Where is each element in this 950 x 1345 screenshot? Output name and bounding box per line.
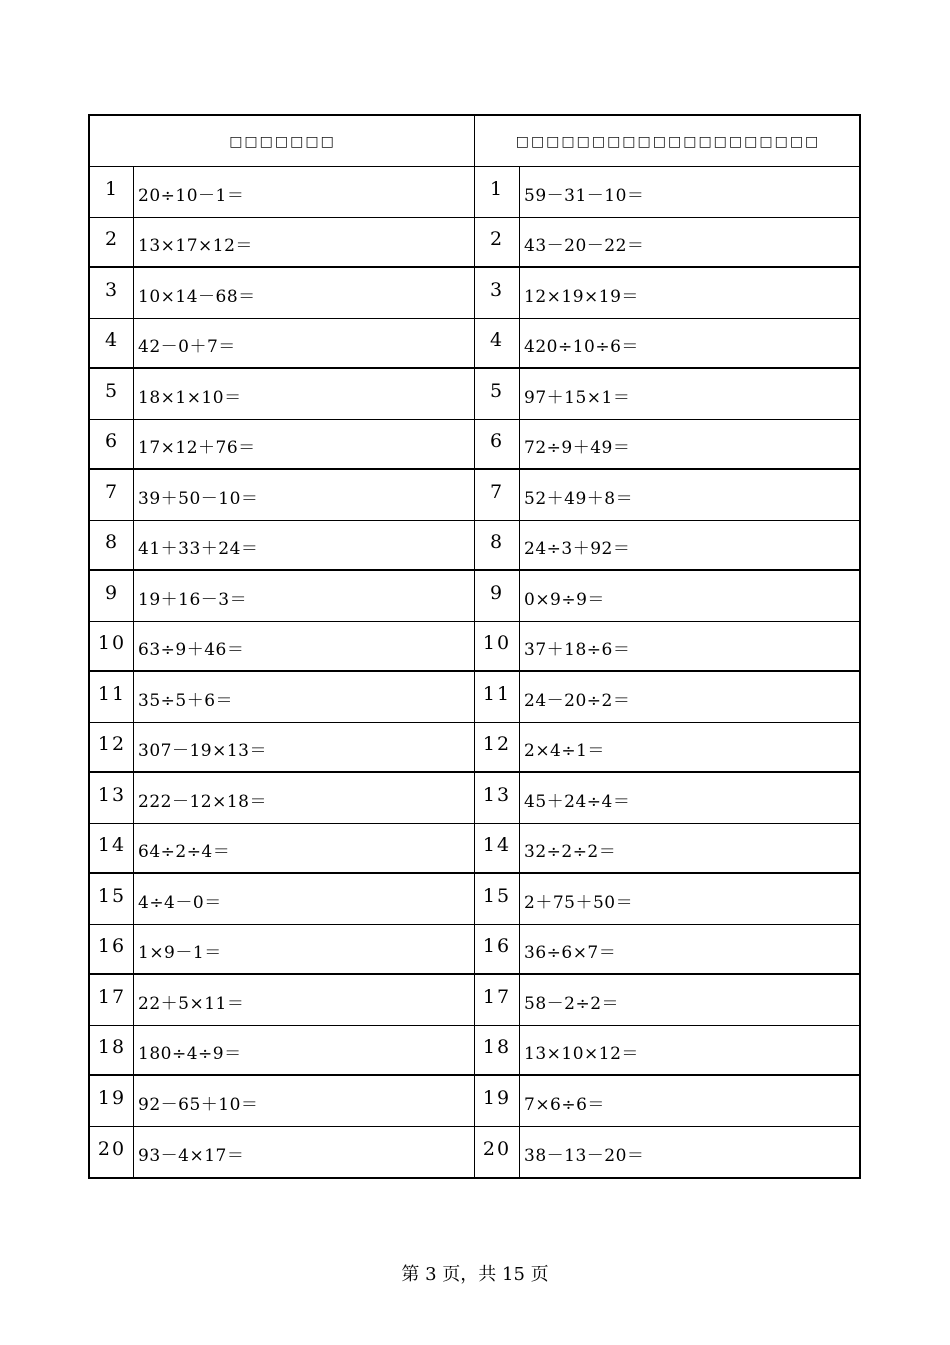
left-number-divider (133, 167, 134, 1177)
left-expression: 1×9－1＝ (138, 943, 222, 964)
right-expression: 58－2÷2＝ (524, 994, 620, 1015)
left-expression: 222－12×18＝ (138, 792, 267, 813)
worksheet-table (88, 114, 861, 1179)
right-expression: 420÷10÷6＝ (524, 337, 639, 358)
right-question-number: 6 (489, 429, 505, 452)
right-question-number: 11 (482, 682, 512, 705)
center-divider (474, 116, 475, 1177)
right-question-number: 12 (482, 732, 512, 755)
left-question-number: 9 (104, 581, 120, 604)
left-expression: 19＋16－3＝ (138, 590, 248, 611)
left-question-number: 10 (97, 631, 127, 654)
right-expression: 37＋18÷6＝ (524, 640, 631, 661)
left-expression: 18×1×10＝ (138, 388, 242, 409)
left-expression: 92－65＋10＝ (138, 1095, 259, 1116)
left-question-number: 11 (97, 682, 127, 705)
left-question-number: 2 (104, 227, 120, 250)
left-expression: 41＋33＋24＝ (138, 539, 259, 560)
left-question-number: 7 (104, 480, 120, 503)
right-question-number: 16 (482, 934, 512, 957)
right-expression: 45＋24÷4＝ (524, 792, 631, 813)
right-expression: 0×9÷9＝ (524, 590, 605, 611)
left-expression: 307－19×13＝ (138, 741, 267, 762)
right-expression: 59－31－10＝ (524, 186, 645, 207)
right-expression: 24－20÷2＝ (524, 691, 631, 712)
left-expression: 10×14－68＝ (138, 287, 256, 308)
right-expression: 72÷9＋49＝ (524, 438, 631, 459)
right-question-number: 19 (482, 1086, 512, 1109)
left-question-number: 6 (104, 429, 120, 452)
left-expression: 39＋50－10＝ (138, 489, 259, 510)
left-question-number: 1 (104, 177, 120, 200)
left-expression: 93－4×17＝ (138, 1146, 245, 1167)
left-expression: 13×17×12＝ (138, 236, 253, 257)
right-question-number: 14 (482, 833, 512, 856)
right-expression: 36÷6×7＝ (524, 943, 617, 964)
left-question-number: 13 (97, 783, 127, 806)
left-expression: 4÷4－0＝ (138, 893, 222, 914)
right-question-number: 3 (489, 278, 505, 301)
right-expression: 32÷2÷2＝ (524, 842, 617, 863)
right-question-number: 20 (482, 1137, 512, 1160)
right-question-number: 2 (489, 227, 505, 250)
left-question-number: 12 (97, 732, 127, 755)
right-question-number: 9 (489, 581, 505, 604)
right-expression: 12×19×19＝ (524, 287, 639, 308)
left-question-number: 4 (104, 328, 120, 351)
left-expression: 180÷4÷9＝ (138, 1044, 242, 1065)
left-question-number: 19 (97, 1086, 127, 1109)
right-question-number: 10 (482, 631, 512, 654)
right-expression: 43－20－22＝ (524, 236, 645, 257)
right-column-header: □□□□□□□□□□□□□□□□□□□□ (515, 133, 821, 150)
right-question-number: 17 (482, 985, 512, 1008)
left-expression: 42－0＋7＝ (138, 337, 236, 358)
left-question-number: 14 (97, 833, 127, 856)
right-expression: 13×10×12＝ (524, 1044, 639, 1065)
right-question-number: 8 (489, 530, 505, 553)
left-question-number: 15 (97, 884, 127, 907)
right-number-divider (519, 167, 520, 1177)
left-expression: 35÷5＋6＝ (138, 691, 234, 712)
left-expression: 64÷2÷4＝ (138, 842, 231, 863)
right-expression: 7×6÷6＝ (524, 1095, 605, 1116)
right-question-number: 1 (489, 177, 505, 200)
left-question-number: 16 (97, 934, 127, 957)
page-footer: 第 3 页，共 15 页 (401, 1264, 549, 1285)
left-expression: 20÷10－1＝ (138, 186, 245, 207)
right-question-number: 5 (489, 379, 505, 402)
left-column-header: □□□□□□□ (229, 133, 336, 150)
left-question-number: 20 (97, 1137, 127, 1160)
right-expression: 52＋49＋8＝ (524, 489, 634, 510)
right-question-number: 18 (482, 1035, 512, 1058)
left-question-number: 8 (104, 530, 120, 553)
right-expression: 38－13－20＝ (524, 1146, 645, 1167)
left-question-number: 5 (104, 379, 120, 402)
left-question-number: 3 (104, 278, 120, 301)
right-question-number: 7 (489, 480, 505, 503)
left-expression: 22＋5×11＝ (138, 994, 245, 1015)
right-expression: 2×4÷1＝ (524, 741, 605, 762)
right-question-number: 4 (489, 328, 505, 351)
right-expression: 2＋75＋50＝ (524, 893, 634, 914)
right-expression: 24÷3＋92＝ (524, 539, 631, 560)
right-question-number: 13 (482, 783, 512, 806)
right-expression: 97＋15×1＝ (524, 388, 631, 409)
left-expression: 17×12＋76＝ (138, 438, 256, 459)
left-question-number: 18 (97, 1035, 127, 1058)
left-question-number: 17 (97, 985, 127, 1008)
left-expression: 63÷9＋46＝ (138, 640, 245, 661)
right-question-number: 15 (482, 884, 512, 907)
